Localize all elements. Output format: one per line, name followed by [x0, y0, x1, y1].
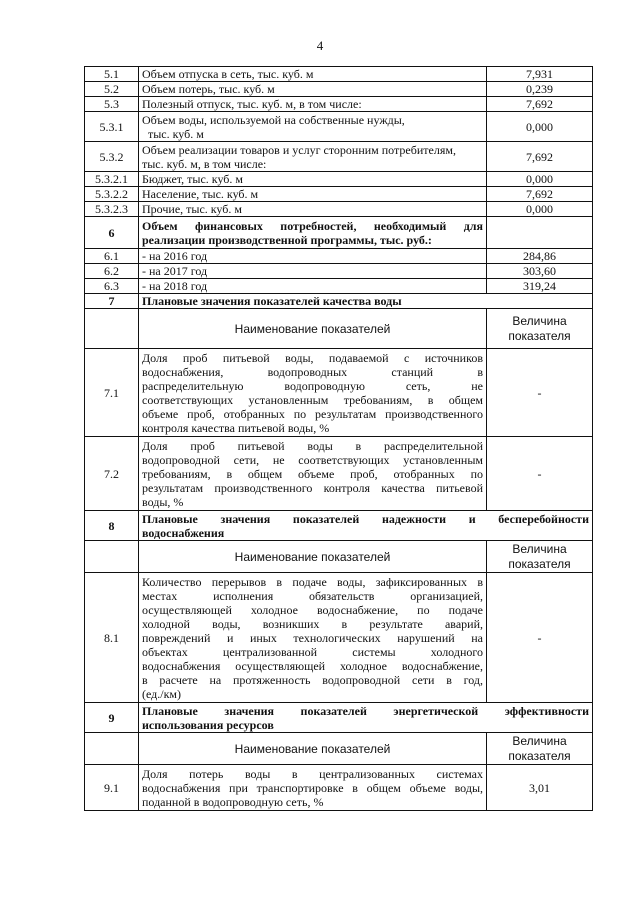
- table-row-8-1: [85, 573, 593, 703]
- row-label: Объем потерь, тыс. куб. м: [139, 82, 487, 97]
- row-label-line: распределительную водопроводную сеть, не: [142, 378, 483, 393]
- row-value: -: [487, 349, 593, 437]
- header-value-line: Величина: [512, 733, 567, 748]
- row-label-line: в расчете на протяженность водопроводной сети в год,: [142, 672, 483, 687]
- row-number: 5.1: [85, 67, 139, 82]
- row-label-line: водоснабжения, водопроводных станций в: [142, 364, 483, 379]
- empty-cell: [85, 733, 139, 765]
- page-number: 4: [316, 38, 324, 53]
- header-value-line: Величина: [512, 541, 567, 556]
- row-label-line: водопроводной сети, не соответствующих установленным: [142, 452, 483, 467]
- row-label-line: объектах централизованной системы холодного: [142, 644, 483, 659]
- row-label: Объем отпуска в сеть, тыс. куб. м: [139, 67, 487, 82]
- row-value: 3,01: [487, 765, 593, 811]
- header-value-line: показателя: [508, 328, 571, 343]
- row-label-line: водоснабжения осуществляющей холодное водоснабжение,: [142, 658, 483, 673]
- row-label: Полезный отпуск, тыс. куб. м, в том числе:: [139, 97, 487, 112]
- row-label: - на 2017 год: [139, 264, 487, 279]
- section-number: 6: [85, 217, 139, 249]
- row-label-line: результатам производственного контроля качества питьевой: [142, 480, 483, 495]
- table-row-5-1: [85, 67, 593, 82]
- row-number: 8.1: [85, 573, 139, 703]
- table-row-6-2: [85, 264, 593, 279]
- row-label-line: тыс. куб. м: [148, 126, 204, 141]
- row-value: 7,931: [487, 67, 593, 82]
- section-title: [139, 217, 487, 249]
- empty-cell: [85, 541, 139, 573]
- row-number: 9.1: [85, 765, 139, 811]
- section-9-column-header: [85, 733, 593, 765]
- row-label: [139, 112, 487, 142]
- table-row-5-3-2: [85, 142, 593, 172]
- table-row-9-1: [85, 765, 593, 811]
- header-indicator-name: Наименование показателей: [139, 309, 487, 349]
- row-value: -: [487, 437, 593, 511]
- row-value: -: [487, 573, 593, 703]
- section-title-line: использования ресурсов: [142, 717, 274, 732]
- row-label: - на 2016 год: [139, 249, 487, 264]
- row-number: 5.3.2.3: [85, 202, 139, 217]
- row-label-line: требованиям, в общем объеме проб, отобранных по: [142, 466, 483, 481]
- row-label-line: Объем реализации товаров и услуг сторонним потребителям,: [142, 142, 456, 157]
- row-label-line: холодной воды, возникших в результате аварий,: [142, 616, 483, 631]
- section-title-line: водоснабжения: [142, 525, 225, 540]
- table-row-5-3-2-2: [85, 187, 593, 202]
- row-label-line: водоснабжения при транспортировке в общем объеме воды,: [142, 780, 483, 795]
- empty-cell: [85, 309, 139, 349]
- section-title-line: Плановые значения показателей энергетической эффективности: [142, 703, 589, 718]
- row-label: [139, 765, 487, 811]
- table-row-5-3-1: [85, 112, 593, 142]
- row-label: Бюджет, тыс. куб. м: [139, 172, 487, 187]
- row-label-line: Доля проб питьевой воды, подаваемой с источников: [142, 350, 483, 365]
- row-number: 5.2: [85, 82, 139, 97]
- row-number: 5.3.1: [85, 112, 139, 142]
- row-number: 5.3.2: [85, 142, 139, 172]
- row-label-line: контроля качества питьевой воды, %: [142, 420, 330, 435]
- row-value: 0,000: [487, 202, 593, 217]
- row-number: 5.3.2.2: [85, 187, 139, 202]
- header-value-line: показателя: [508, 556, 571, 571]
- row-label-line: осуществляющей холодное водоснабжение, по подаче: [142, 602, 483, 617]
- section-8-header: [85, 511, 593, 541]
- row-label-line: (ед./км): [142, 686, 182, 701]
- row-label-line: повреждений и иных технологических нарушений на: [142, 630, 483, 645]
- row-label-line: Доля потерь воды в централизованных системах: [142, 766, 483, 781]
- row-value: 319,24: [487, 279, 593, 294]
- row-value: 0,000: [487, 172, 593, 187]
- row-value: 284,86: [487, 249, 593, 264]
- row-label: [139, 437, 487, 511]
- header-indicator-value: [487, 541, 593, 573]
- row-number: 5.3.2.1: [85, 172, 139, 187]
- empty-cell: [487, 217, 593, 249]
- row-label-line: объеме проб, отобранных по результатам производственного: [142, 406, 483, 421]
- row-value: 0,239: [487, 82, 593, 97]
- row-label: Прочие, тыс. куб. м: [139, 202, 487, 217]
- table-row-7-1: [85, 349, 593, 437]
- section-9-header: [85, 703, 593, 733]
- section-7-header: [85, 294, 593, 309]
- row-label-line: местах исполнения обязательств организацией,: [142, 588, 483, 603]
- row-number: 7.2: [85, 437, 139, 511]
- row-value: 7,692: [487, 187, 593, 202]
- row-label: [139, 142, 487, 172]
- header-value-line: показателя: [508, 748, 571, 763]
- section-number: 7: [85, 294, 139, 309]
- row-value: 7,692: [487, 97, 593, 112]
- section-title-line: реализации производственной программы, тыс. руб.:: [142, 232, 432, 247]
- header-indicator-value: [487, 309, 593, 349]
- row-number: 6.1: [85, 249, 139, 264]
- row-label-line: Объем воды, используемой на собственные нужды,: [142, 112, 405, 127]
- section-title: [139, 511, 593, 541]
- section-title: Плановые значения показателей качества воды: [139, 294, 593, 309]
- row-value: 303,60: [487, 264, 593, 279]
- section-number: 9: [85, 703, 139, 733]
- row-label: - на 2018 год: [139, 279, 487, 294]
- row-label-line: Количество перерывов в подаче воды, зафиксированных в: [142, 574, 483, 589]
- row-label-line: соответствующих установленным требованиям, в общем: [142, 392, 483, 407]
- section-title: [139, 703, 593, 733]
- table-row-5-3-2-1: [85, 172, 593, 187]
- table-row-5-3-2-3: [85, 202, 593, 217]
- row-number: 6.3: [85, 279, 139, 294]
- section-8-column-header: [85, 541, 593, 573]
- row-value: 0,000: [487, 112, 593, 142]
- row-value: 7,692: [487, 142, 593, 172]
- production-program-table: [84, 66, 593, 811]
- row-number: 7.1: [85, 349, 139, 437]
- header-indicator-name: Наименование показателей: [139, 541, 487, 573]
- table-row-5-3: [85, 97, 593, 112]
- row-label-line: тыс. куб. м, в том числе:: [142, 156, 267, 171]
- row-number: 6.2: [85, 264, 139, 279]
- row-label-line: воды, %: [142, 494, 184, 509]
- row-number: 5.3: [85, 97, 139, 112]
- row-label-line: поданной в водопроводную сеть, %: [142, 794, 324, 809]
- header-value-line: Величина: [512, 313, 567, 328]
- header-indicator-name: Наименование показателей: [139, 733, 487, 765]
- table-row-5-2: [85, 82, 593, 97]
- row-label: [139, 349, 487, 437]
- table-row-6-3: [85, 279, 593, 294]
- row-label: Население, тыс. куб. м: [139, 187, 487, 202]
- table-row-7-2: [85, 437, 593, 511]
- section-number: 8: [85, 511, 139, 541]
- section-7-column-header: [85, 309, 593, 349]
- row-label: [139, 573, 487, 703]
- section-6-header: [85, 217, 593, 249]
- table-row-6-1: [85, 249, 593, 264]
- section-title-line: Объем финансовых потребностей, необходимый для: [142, 218, 483, 233]
- row-label-line: Доля проб питьевой воды в распределительной: [142, 438, 483, 453]
- section-title-line: Плановые значения показателей надежности и бесперебойности: [142, 511, 589, 526]
- header-indicator-value: [487, 733, 593, 765]
